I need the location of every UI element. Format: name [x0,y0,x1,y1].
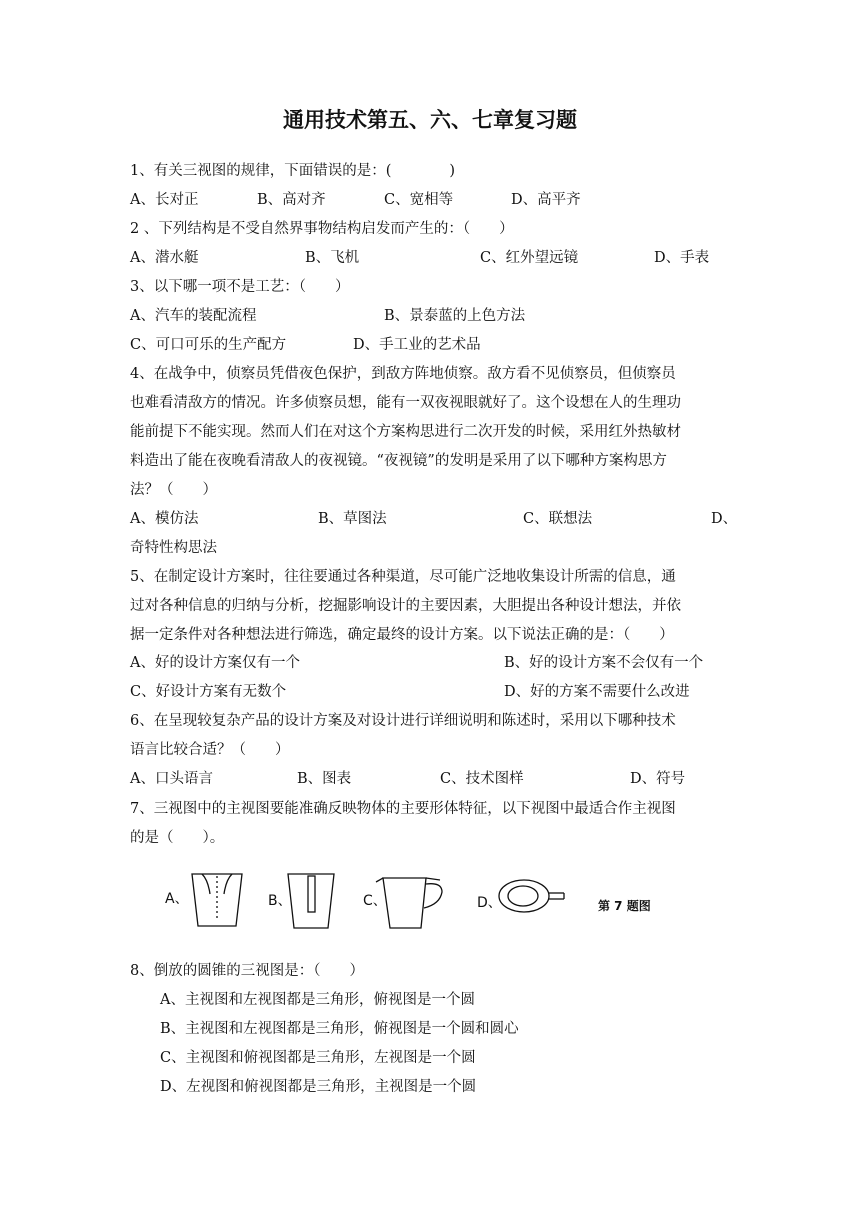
question-2-option-d: D、手表 [654,250,710,266]
question-6-option-d: D、符号 [630,771,686,787]
question-4-line-4: 料造出了能在夜晚看清敌人的夜视镜。“夜视镜”的发明是采用了以下哪种方案构思方 [130,453,667,469]
question-8-option-a: A、主视图和左视图都是三角形，俯视图是一个圆 [160,992,475,1008]
question-4-option-b: B、草图法 [318,511,387,527]
question-5-line-2: 过对各种信息的归纳与分析，挖掘影响设计的主要因素，大胆提出各种设计想法，并依 [130,598,681,614]
question-1-option-d: D、高平齐 [511,192,581,208]
question-7-line-2: 的是（ ）。 [130,830,225,846]
figure-label-d: D、 [477,895,502,911]
question-4-option-c: C、联想法 [523,511,593,527]
question-5-option-c: C、好设计方案有无数个 [130,684,287,700]
figure-d-top-view-icon [499,880,564,912]
question-4-line-5: 法？（ ） [130,482,217,498]
question-7-line-1: 7、三视图中的主视图要能准确反映物体的主要形体特征，以下视图中最适合作主视图 [130,801,676,817]
question-3-option-d: D、手工业的艺术品 [353,337,481,353]
question-7-figure [150,868,580,938]
question-3-stem: 3、以下哪一项不是工艺：（ ） [130,279,350,295]
question-1-option-c: C、宽相等 [384,192,454,208]
figure-label-a: A、 [165,891,189,907]
question-3-option-a: A、汽车的装配流程 [130,308,257,324]
question-3-option-b: B、景泰蓝的上色方法 [384,308,526,324]
question-6-option-c: C、技术图样 [440,771,524,787]
figure-caption: 第 7 题图 [598,899,651,913]
figure-label-b: B、 [268,893,292,909]
question-8-stem: 8、倒放的圆锥的三视图是：（ ） [130,963,364,979]
question-4-line-3: 能前提下不能实现。然而人们在对这个方案构思进行二次开发的时候，采用红外热敏材 [130,424,681,440]
figure-b-cup-icon [288,874,334,928]
question-1-stem: 1、有关三视图的规律，下面错误的是：( ) [130,163,456,179]
question-8-option-d: D、左视图和俯视图都是三角形，主视图是一个圆 [160,1079,477,1095]
question-8-option-b: B、主视图和左视图都是三角形，俯视图是一个圆和圆心 [160,1021,519,1037]
question-2-stem: 2 、下列结构是不受自然界事物结构启发而产生的：（ ） [130,221,514,237]
question-1-option-b: B、高对齐 [257,192,326,208]
question-5-line-3: 据一定条件对各种想法进行筛选，确定最终的设计方案。以下说法正确的是：（ ） [130,627,674,643]
question-4-line-1: 4、在战争中，侦察员凭借夜色保护，到敌方阵地侦察。敌方看不见侦察员，但侦察员 [130,366,676,382]
question-6-option-b: B、图表 [297,771,352,787]
question-6-line-2: 语言比较合适？（ ） [130,742,290,758]
question-6-option-a: A、口头语言 [130,771,213,787]
question-4-line-2: 也难看清敌方的情况。许多侦察员想，能有一双夜视眼就好了。这个设想在人的生理功 [130,395,681,411]
figure-a-cup-icon [192,874,242,926]
question-3-option-c: C、可口可乐的生产配方 [130,337,287,353]
question-4-option-d: D、 [711,511,738,527]
page-title: 通用技术第五、六、七章复习题 [283,108,577,132]
question-5-option-d: D、好的方案不需要什么改进 [504,684,690,700]
question-4-option-a: A、模仿法 [130,511,199,527]
question-1-option-a: A、长对正 [130,192,199,208]
question-2-option-b: B、飞机 [305,250,360,266]
figure-c-jug-icon [376,878,442,928]
question-5-option-b: B、好的设计方案不会仅有一个 [504,655,704,671]
question-5-option-a: A、好的设计方案仅有一个 [130,655,300,671]
question-6-line-1: 6、在呈现较复杂产品的设计方案及对设计进行详细说明和陈述时，采用以下哪种技术 [130,713,676,729]
question-2-option-a: A、潜水艇 [130,250,199,266]
question-4-option-d-continued: 奇特性构思法 [130,540,217,556]
question-2-option-c: C、红外望远镜 [480,250,579,266]
question-8-option-c: C、主视图和俯视图都是三角形，左视图是一个圆 [160,1050,476,1066]
question-5-line-1: 5、在制定设计方案时，往往要通过各种渠道，尽可能广泛地收集设计所需的信息，通 [130,569,676,585]
figure-label-c: C、 [363,893,387,909]
